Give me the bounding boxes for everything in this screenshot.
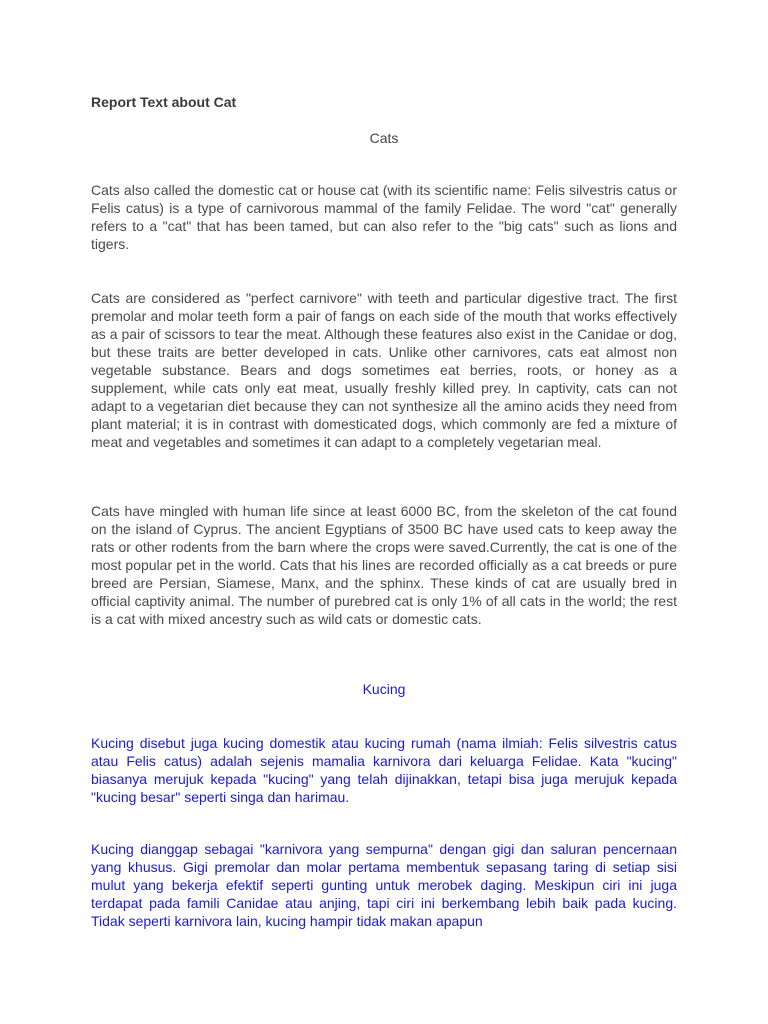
indonesian-section-heading: Kucing (362, 681, 406, 697)
english-section-heading: Cats (369, 130, 399, 146)
document-title: Report Text about Cat (91, 94, 237, 110)
english-paragraph-1: Cats also called the domestic cat or house cat (with its scientific name: Felis silvestris catus or Felis catus) is a type of carnivorous mammal of the family Felidae. The word "cat" generally refers to a "cat" that has been tamed, but can also refer to the "big cats" such as lions and tigers. (91, 182, 677, 252)
indonesian-paragraph-1: Kucing disebut juga kucing domestik atau kucing rumah (nama ilmiah: Felis silvestris catus atau Felis catus) adalah sejenis mamalia karnivora dari keluarga Felidae. Kata "kucing" biasanya merujuk kepada "kucing" yang telah dijinakkan, tetapi bisa juga merujuk kepada "kucing besar" seperti singa dan harimau. (91, 735, 677, 805)
english-paragraph-2: Cats are considered as "perfect carnivore" with teeth and particular digestive tract. The first premolar and molar teeth form a pair of fangs on each side of the mouth that works effectively as a pair of scissors to tear the meat. Although these features also exist in the Canidae or dog, but these traits are better developed in cats. Unlike other carnivores, cats eat almost non vegetable substance. Bears and dogs sometimes eat berries, roots, or honey as a supplement, while cats only eat meat, usually freshly killed prey. In captivity, cats can not adapt to a vegetarian diet because they can not synthesize all the amino acids they need from plant material; it is in contrast with domesticated dogs, which commonly are fed a mixture of meat and vegetables and sometimes it can adapt to a completely vegetarian meal. (91, 290, 677, 450)
english-paragraph-3: Cats have mingled with human life since at least 6000 BC, from the skeleton of the cat found on the island of Cyprus. The ancient Egyptians of 3500 BC have used cats to keep away the rats or other rodents from the barn where the crops were saved.Currently, the cat is one of the most popular pet in the world. Cats that his lines are recorded officially as a cat breeds or pure breed are Persian, Siamese, Manx, and the sphinx. These kinds of cat are usually bred in official captivity animal. The number of purebred cat is only 1% of all cats in the world; the rest is a cat with mixed ancestry such as wild cats or domestic cats. (91, 503, 677, 627)
indonesian-paragraph-2: Kucing dianggap sebagai "karnivora yang sempurna" dengan gigi dan saluran pencernaan yang khusus. Gigi premolar dan molar pertama membentuk sepasang taring di setiap sisi mulut yang bekerja efektif seperti gunting untuk merobek daging. Meskipun ciri ini juga terdapat pada famili Canidae atau anjing, tapi ciri ini berkembang lebih baik pada kucing. Tidak seperti karnivora lain, kucing hampir tidak makan apapun (91, 841, 677, 929)
